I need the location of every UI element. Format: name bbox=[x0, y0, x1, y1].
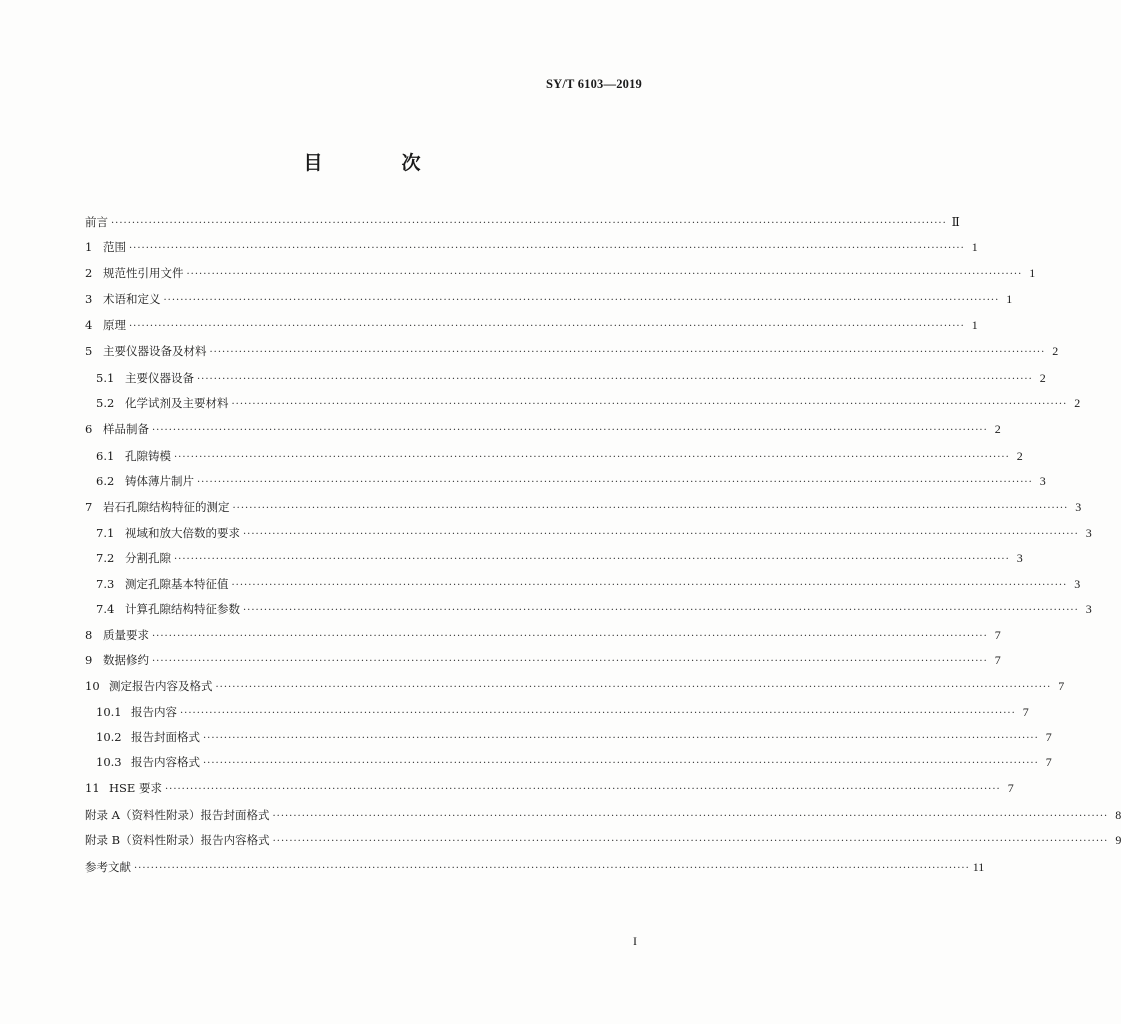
toc-entry[interactable] bbox=[85, 342, 1059, 360]
toc-entry[interactable] bbox=[85, 264, 1036, 282]
toc-entry-label: 测定孔隙基本特征值 bbox=[125, 577, 229, 591]
toc-entry-page: 11 bbox=[972, 860, 985, 874]
toc-entry-number: 2 bbox=[85, 266, 93, 280]
toc-entry-page: 7 bbox=[1022, 705, 1029, 719]
toc-entry-label: 报告封面格式 bbox=[131, 730, 200, 744]
toc-leader-dots: ········································································································································································································ bbox=[152, 631, 988, 642]
toc-entry-label: 规范性引用文件 bbox=[103, 266, 184, 280]
toc-entry-number: 10.2 bbox=[96, 730, 122, 744]
toc-leader-dots: ········································································································································································································ bbox=[231, 399, 1068, 410]
toc-leader-dots: ········································································································································································································ bbox=[272, 836, 1109, 847]
toc-leader-dots: ········································································································································································································ bbox=[203, 758, 1039, 769]
page-number: I bbox=[633, 934, 637, 948]
toc-entry-label: 计算孔隙结构特征参数 bbox=[125, 602, 240, 616]
toc-leader-dots: ········································································································································································································ bbox=[203, 733, 1039, 744]
toc-entry[interactable] bbox=[85, 806, 1121, 824]
toc-entry-label: 数据修约 bbox=[103, 653, 149, 667]
toc-entry[interactable] bbox=[85, 290, 1013, 308]
toc-entry-number: 9 bbox=[85, 653, 93, 667]
toc-entry-number: 6 bbox=[85, 422, 93, 436]
toc-entry[interactable] bbox=[96, 575, 1081, 593]
toc-entry[interactable] bbox=[85, 420, 1001, 438]
toc-entry-number: 6.2 bbox=[96, 474, 115, 488]
toc-entry[interactable] bbox=[85, 858, 985, 876]
toc-entry-label: 附录 A（资料性附录）报告封面格式 bbox=[85, 808, 270, 822]
toc-entry[interactable] bbox=[85, 213, 960, 231]
toc-entry-label: 报告内容 bbox=[131, 705, 177, 719]
toc-entry-label: 测定报告内容及格式 bbox=[109, 679, 213, 693]
toc-entry-label: 前言 bbox=[85, 215, 108, 229]
toc-leader-dots: ········································································································································································································ bbox=[174, 554, 1010, 565]
toc-entry-page: 2 bbox=[994, 422, 1001, 436]
toc-entry-number: 5 bbox=[85, 344, 93, 358]
toc-leader-dots: ········································································································································································································ bbox=[209, 347, 1046, 358]
page-title: 目 次 bbox=[303, 152, 451, 174]
toc-entry-number: 5.2 bbox=[96, 396, 115, 410]
toc-leader-dots: ········································································································································································································ bbox=[197, 374, 1033, 385]
toc-leader-dots: ········································································································································································································ bbox=[152, 425, 988, 436]
toc-entry-number: 8 bbox=[85, 628, 93, 642]
toc-entry[interactable] bbox=[96, 600, 1092, 618]
toc-entry[interactable] bbox=[96, 703, 1029, 721]
toc-leader-dots: ········································································································································································································ bbox=[243, 529, 1079, 540]
toc-entry[interactable] bbox=[85, 831, 1121, 849]
toc-leader-dots: ········································································································································································································ bbox=[243, 605, 1079, 616]
toc-entry-label: HSE 要求 bbox=[109, 781, 162, 795]
toc-entry[interactable] bbox=[85, 651, 1001, 669]
toc-entry[interactable] bbox=[85, 677, 1065, 695]
toc-entry[interactable] bbox=[96, 549, 1023, 567]
toc-entry-page: 3 bbox=[1085, 602, 1092, 616]
toc-entry-page: 2 bbox=[1039, 371, 1046, 385]
toc-entry-page: 1 bbox=[971, 318, 978, 332]
standard-code: SY/T 6103—2019 bbox=[546, 77, 642, 91]
toc-entry[interactable] bbox=[96, 753, 1052, 771]
toc-entry-number: 7.1 bbox=[96, 526, 115, 540]
toc-entry-label: 主要仪器设备及材料 bbox=[103, 344, 207, 358]
toc-entry-page: 2 bbox=[1016, 449, 1023, 463]
toc-leader-dots: ········································································································································································································ bbox=[164, 784, 1001, 795]
toc-entry-label: 附录 B（资料性附录）报告内容格式 bbox=[85, 833, 270, 847]
toc-entry-number: 5.1 bbox=[96, 371, 115, 385]
toc-entry-page: 9 bbox=[1115, 833, 1121, 847]
toc-entry-page: 3 bbox=[1016, 551, 1023, 565]
toc-entry[interactable] bbox=[96, 524, 1092, 542]
toc-entry-page: 7 bbox=[1007, 781, 1014, 795]
toc-leader-dots: ········································································································································································································ bbox=[174, 452, 1010, 463]
toc-entry[interactable] bbox=[96, 728, 1052, 746]
toc-leader-dots: ········································································································································································································ bbox=[180, 708, 1016, 719]
toc-entry-number: 7.3 bbox=[96, 577, 115, 591]
toc-entry[interactable] bbox=[96, 394, 1081, 412]
toc-leader-dots: ········································································································································································································ bbox=[186, 269, 1023, 280]
toc-entry-page: 3 bbox=[1039, 474, 1046, 488]
toc-leader-dots: ········································································································································································································ bbox=[111, 218, 947, 229]
toc-entry-number: 10 bbox=[85, 679, 100, 693]
toc-entry-number: 10.3 bbox=[96, 755, 122, 769]
toc-entry[interactable] bbox=[85, 626, 1001, 644]
toc-entry-number: 11 bbox=[85, 781, 100, 795]
toc-entry-number: 10.1 bbox=[96, 705, 122, 719]
toc-entry-number: 7.4 bbox=[96, 602, 115, 616]
toc-entry-page: 2 bbox=[1052, 344, 1059, 358]
toc-leader-dots: ········································································································································································································ bbox=[129, 321, 965, 332]
toc-entry-page: 8 bbox=[1115, 808, 1121, 822]
toc-leader-dots: ········································································································································································································ bbox=[232, 503, 1069, 514]
toc-leader-dots: ········································································································································································································ bbox=[129, 243, 965, 254]
toc-leader-dots: ········································································································································································································ bbox=[163, 295, 1000, 306]
toc-entry-number: 4 bbox=[85, 318, 93, 332]
toc-entry-page: 7 bbox=[994, 653, 1001, 667]
toc-leader-dots: ········································································································································································································ bbox=[215, 682, 1052, 693]
toc-entry[interactable] bbox=[85, 498, 1082, 516]
toc-entry-label: 岩石孔隙结构特征的测定 bbox=[103, 500, 230, 514]
toc-entry-number: 7.2 bbox=[96, 551, 115, 565]
toc-entry-page: 3 bbox=[1075, 500, 1082, 514]
toc-leader-dots: ········································································································································································································ bbox=[231, 580, 1068, 591]
toc-entry[interactable] bbox=[85, 316, 978, 334]
toc-leader-dots: ········································································································································································································ bbox=[134, 863, 970, 874]
toc-entry-page: 3 bbox=[1074, 577, 1081, 591]
toc-entry[interactable] bbox=[96, 472, 1046, 490]
toc-entry-label: 原理 bbox=[103, 318, 126, 332]
toc-entry-number: 1 bbox=[85, 240, 93, 254]
toc-entry-page: 2 bbox=[1074, 396, 1081, 410]
toc-leader-dots: ········································································································································································································ bbox=[197, 477, 1033, 488]
toc-entry-number: 6.1 bbox=[96, 449, 115, 463]
toc-entry-label: 范围 bbox=[103, 240, 126, 254]
toc-entry[interactable] bbox=[96, 369, 1046, 387]
toc-entry-label: 视域和放大倍数的要求 bbox=[125, 526, 240, 540]
toc-entry[interactable] bbox=[85, 238, 978, 256]
toc-leader-dots: ········································································································································································································ bbox=[272, 811, 1109, 822]
toc-entry-number: 3 bbox=[85, 292, 93, 306]
toc-entry-page: 3 bbox=[1085, 526, 1092, 540]
toc-entry-label: 报告内容格式 bbox=[131, 755, 200, 769]
toc-entry-page: 7 bbox=[1058, 679, 1065, 693]
toc-entry[interactable] bbox=[96, 447, 1023, 465]
toc-entry-label: 分割孔隙 bbox=[125, 551, 171, 565]
toc-entry-page: 1 bbox=[1029, 266, 1036, 280]
toc-entry-number: 7 bbox=[85, 500, 93, 514]
toc-entry-page: Ⅱ bbox=[951, 215, 960, 229]
toc-entry-page: 7 bbox=[1045, 755, 1052, 769]
toc-entry-page: 1 bbox=[1006, 292, 1013, 306]
toc-entry-label: 主要仪器设备 bbox=[125, 371, 194, 385]
toc-entry-page: 7 bbox=[1045, 730, 1052, 744]
toc-leader-dots: ········································································································································································································ bbox=[152, 656, 988, 667]
toc-entry-label: 孔隙铸模 bbox=[125, 449, 171, 463]
toc-entry-page: 1 bbox=[971, 240, 978, 254]
toc-entry-label: 化学试剂及主要材料 bbox=[125, 396, 229, 410]
toc-entry[interactable] bbox=[85, 779, 1014, 797]
toc-entry-label: 样品制备 bbox=[103, 422, 149, 436]
toc-entry-label: 术语和定义 bbox=[103, 292, 161, 306]
toc-entry-label: 铸体薄片制片 bbox=[125, 474, 194, 488]
toc-entry-label: 质量要求 bbox=[103, 628, 149, 642]
toc-entry-page: 7 bbox=[994, 628, 1001, 642]
toc-entry-label: 参考文献 bbox=[85, 860, 131, 874]
